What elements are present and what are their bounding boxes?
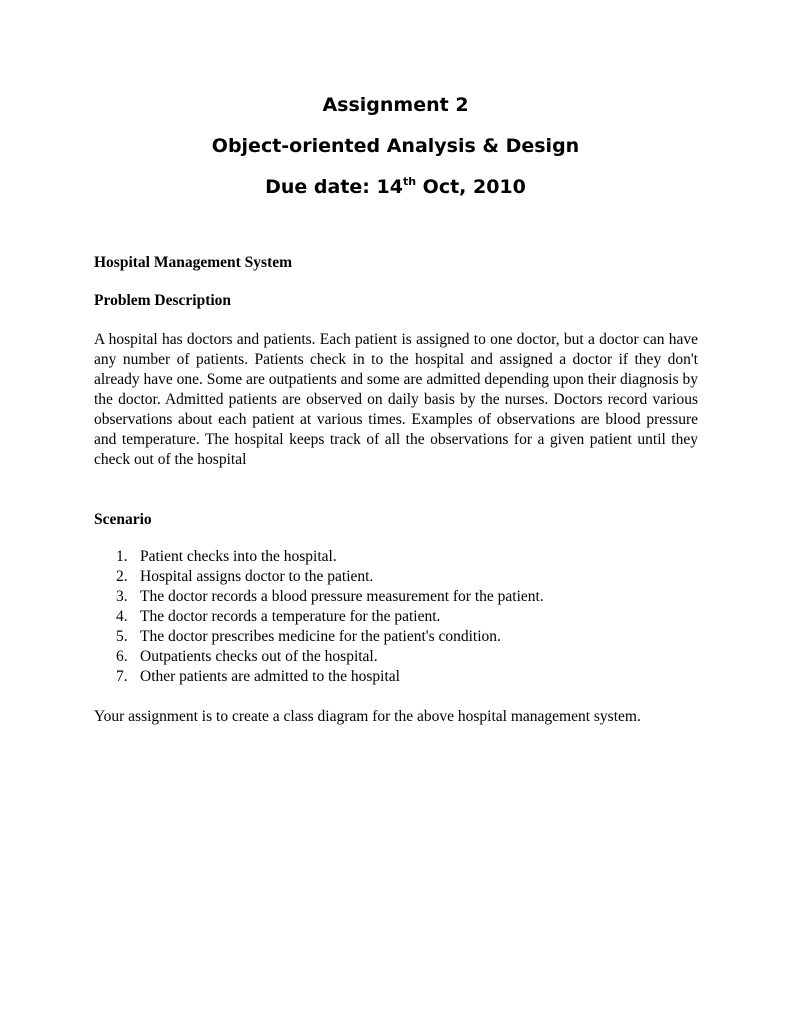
scenario-item: [94, 547, 698, 567]
scenario-item: [94, 607, 698, 627]
scenario-item-text: Hospital assigns doctor to the patient.: [140, 568, 374, 585]
due-date-prefix: Due date: 14: [265, 176, 403, 198]
scenario-item-number: 1.: [116, 548, 128, 565]
scenario-item-text: The doctor records a temperature for the patient.: [140, 608, 441, 625]
system-title: Hospital Management System: [94, 254, 293, 271]
scenario-item-number: 7.: [116, 668, 128, 685]
scenario-item-text: Other patients are admitted to the hospital: [140, 668, 400, 685]
scenario-item: [94, 567, 698, 587]
assignment-title: Assignment 2: [322, 94, 469, 116]
scenario-item-text: Patient checks into the hospital.: [140, 548, 337, 565]
due-date-ordinal: th: [402, 174, 417, 188]
problem-description: A hospital has doctors and patients. Each patient is assigned to one doctor, but a doctor can have any number of patients. Patients check in to the hospital and assigned a doctor if they don't already have one. Some are outpatients and some are admitted depending upon their diagnosis by the doctor. Admitted patients are observed on daily basis by the nurses. Doctors record various observations about each patient at various times. Examples of observations are blood pressure and temperature. The hospital keeps track of all the observations for a given patient until they check out of the hospital: [94, 331, 698, 468]
scenario-item: [94, 647, 698, 667]
scenario-item: [94, 587, 698, 607]
scenario-item-number: 5.: [116, 628, 128, 645]
course-title: Object-oriented Analysis & Design: [211, 135, 580, 157]
due-date: [0, 175, 791, 199]
scenario-list: [94, 547, 698, 687]
scenario-item-number: 3.: [116, 588, 128, 605]
due-date-suffix: Oct, 2010: [416, 176, 526, 198]
scenario-item-number: 4.: [116, 608, 128, 625]
scenario-item-text: Outpatients checks out of the hospital.: [140, 648, 378, 665]
assignment-instructions: Your assignment is to create a class diagram for the above hospital management system.: [94, 708, 641, 725]
scenario-item-number: 2.: [116, 568, 128, 585]
scenario-item: [94, 627, 698, 647]
scenario-heading: Scenario: [94, 511, 152, 528]
scenario-item-text: The doctor records a blood pressure measurement for the patient.: [140, 588, 544, 605]
scenario-item-number: 6.: [116, 648, 128, 665]
problem-heading: Problem Description: [94, 292, 232, 309]
scenario-item-text: The doctor prescribes medicine for the patient's condition.: [140, 628, 501, 645]
scenario-item: [94, 667, 698, 687]
